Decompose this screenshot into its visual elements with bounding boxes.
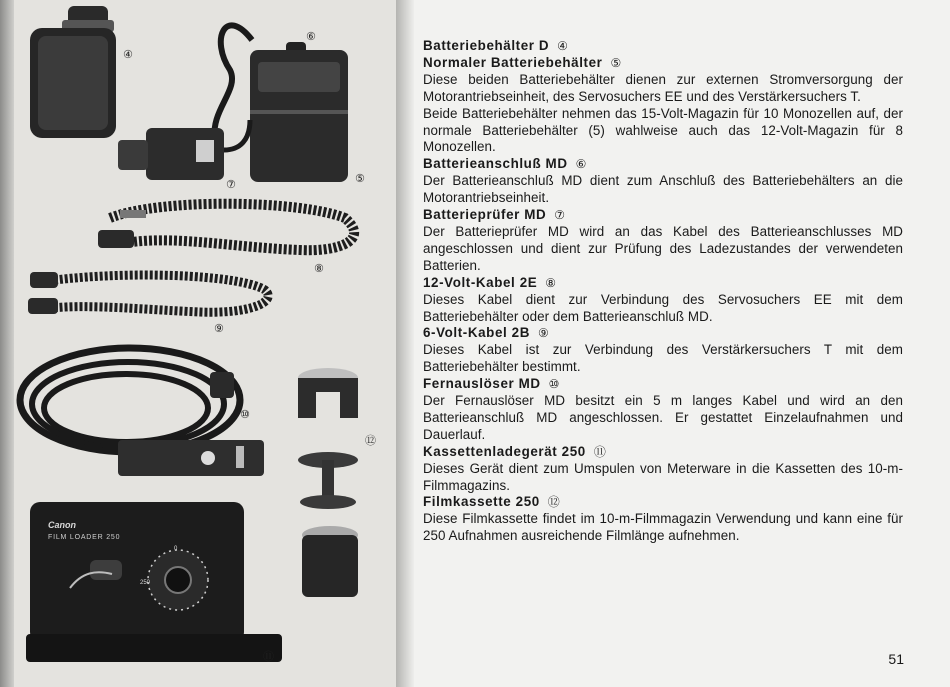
- callout-number: ⑦: [554, 208, 566, 223]
- section-12-volt-kabel: [423, 275, 903, 326]
- callout-number: ⑪: [593, 444, 607, 459]
- paragraph: Dieses Gerät dient zum Umspulen von Meterware in die Kassetten des 10-m-Filmmagazins.: [423, 460, 903, 493]
- section-heading: Batteriebehälter D ④: [423, 38, 569, 53]
- text-column: [423, 38, 903, 545]
- paragraph: Der Batterieanschluß MD dient zum Anschluß des Batteriebehälters an die Motorantriebseinheit.: [423, 173, 903, 206]
- callout-number: ⑥: [575, 157, 587, 172]
- dial-mark-0: 0: [174, 546, 178, 552]
- callout-number: ⑩: [548, 377, 561, 392]
- section-batterieanschluss-md: [423, 156, 903, 207]
- paragraph: Der Fernauslöser MD besitzt ein 5 m langes Kabel und wird an den Batterieanschluß MD angeschlossen. Er gestattet Einzelaufnahmen und Dauerlauf.: [423, 393, 903, 442]
- section-heading: Kassettenladegerät 250 ⑪: [423, 443, 607, 459]
- paragraph: Dieses Kabel ist zur Verbindung des Verstärkersuchers T mit dem Batteriebehälter bestimmt.: [423, 342, 903, 375]
- callout-8: ⑧: [314, 262, 324, 275]
- callout-6: ⑥: [306, 30, 316, 43]
- loader-brand: Canon: [48, 520, 76, 530]
- section-heading: Batterieanschluß MD ⑥: [423, 156, 587, 172]
- right-page: [414, 0, 950, 687]
- callout-number: ④: [557, 39, 569, 53]
- paragraph: Diese Filmkassette findet im 10-m-Filmmagazin Verwendung und kann eine für 250 Aufnahmen ausreichende Filmlänge aufnehmen.: [423, 511, 903, 544]
- section-6-volt-kabel: [423, 325, 903, 376]
- page-gutter: [396, 0, 414, 687]
- callout-12: ⑫: [365, 434, 376, 447]
- normal-battery-holder-photo: [250, 42, 348, 182]
- callout-5: ⑤: [355, 172, 365, 185]
- accessories-photo: [0, 0, 396, 687]
- section-kassettenladegeraet: [423, 444, 903, 495]
- film-cassette-photo: [298, 368, 358, 597]
- remote-release-photo: [20, 348, 264, 476]
- cable-6v-photo: [28, 272, 268, 314]
- callout-number: ⑤: [610, 55, 622, 70]
- battery-tester-photo: [118, 120, 250, 180]
- section-heading: Filmkassette 250 ⑫: [423, 494, 561, 510]
- section-heading: Normaler Batteriebehälter ⑤: [423, 54, 622, 70]
- dial-mark-250: 250: [140, 580, 151, 586]
- callout-number: ⑨: [537, 326, 550, 341]
- callout-number: ⑫: [547, 495, 561, 510]
- callout-7: ⑦: [226, 178, 236, 191]
- section-heading: Fernauslöser MD ⑩: [423, 376, 561, 392]
- section-filmkassette: [423, 494, 903, 545]
- paragraph: Diese beiden Batteriebehälter dienen zur externen Stromversorgung der Motorantriebseinheit, des Servosuchers EE und des Verstärkersuchers T.: [423, 71, 903, 104]
- section-heading: 6-Volt-Kabel 2B ⑨: [423, 325, 550, 341]
- callout-11: ⑪: [263, 650, 274, 663]
- left-page-photos: [0, 0, 396, 687]
- paragraph: Dieses Kabel dient zur Verbindung des Servosuchers EE mit dem Batteriebehälter oder dem Batterieanschluß MD.: [423, 291, 903, 324]
- callout-10: ⑩: [240, 408, 250, 421]
- paragraph: Der Batterieprüfer MD wird an das Kabel des Batterieanschlusses MD angeschlossen und dient zur Prüfung des Ladezustandes der verwendeten Batterien.: [423, 223, 903, 273]
- battery-holder-d-photo: [30, 6, 116, 138]
- section-batteriebehaelter-d: [423, 38, 903, 55]
- loader-model: FILM LOADER 250: [48, 534, 121, 541]
- cable-12v-photo: [98, 204, 354, 250]
- section-normaler-batteriebehaelter: [423, 55, 903, 156]
- callout-number: ⑧: [545, 275, 557, 290]
- section-batteriepruefer-md: [423, 207, 903, 275]
- paragraph: Beide Batteriebehälter nehmen das 15-Volt-Magazin für 10 Monozellen auf, der normale Batteriebehälter (5) wahlweise auch das 12-Volt-Magazin für 8 Monozellen.: [423, 105, 903, 155]
- callout-4: ④: [123, 48, 133, 61]
- section-heading: 12-Volt-Kabel 2E ⑧: [423, 274, 557, 290]
- callout-9: ⑨: [214, 322, 224, 335]
- section-heading: Batterieprüfer MD ⑦: [423, 207, 566, 223]
- page-number: 51: [888, 651, 904, 667]
- section-fernausloeser-md: [423, 376, 903, 444]
